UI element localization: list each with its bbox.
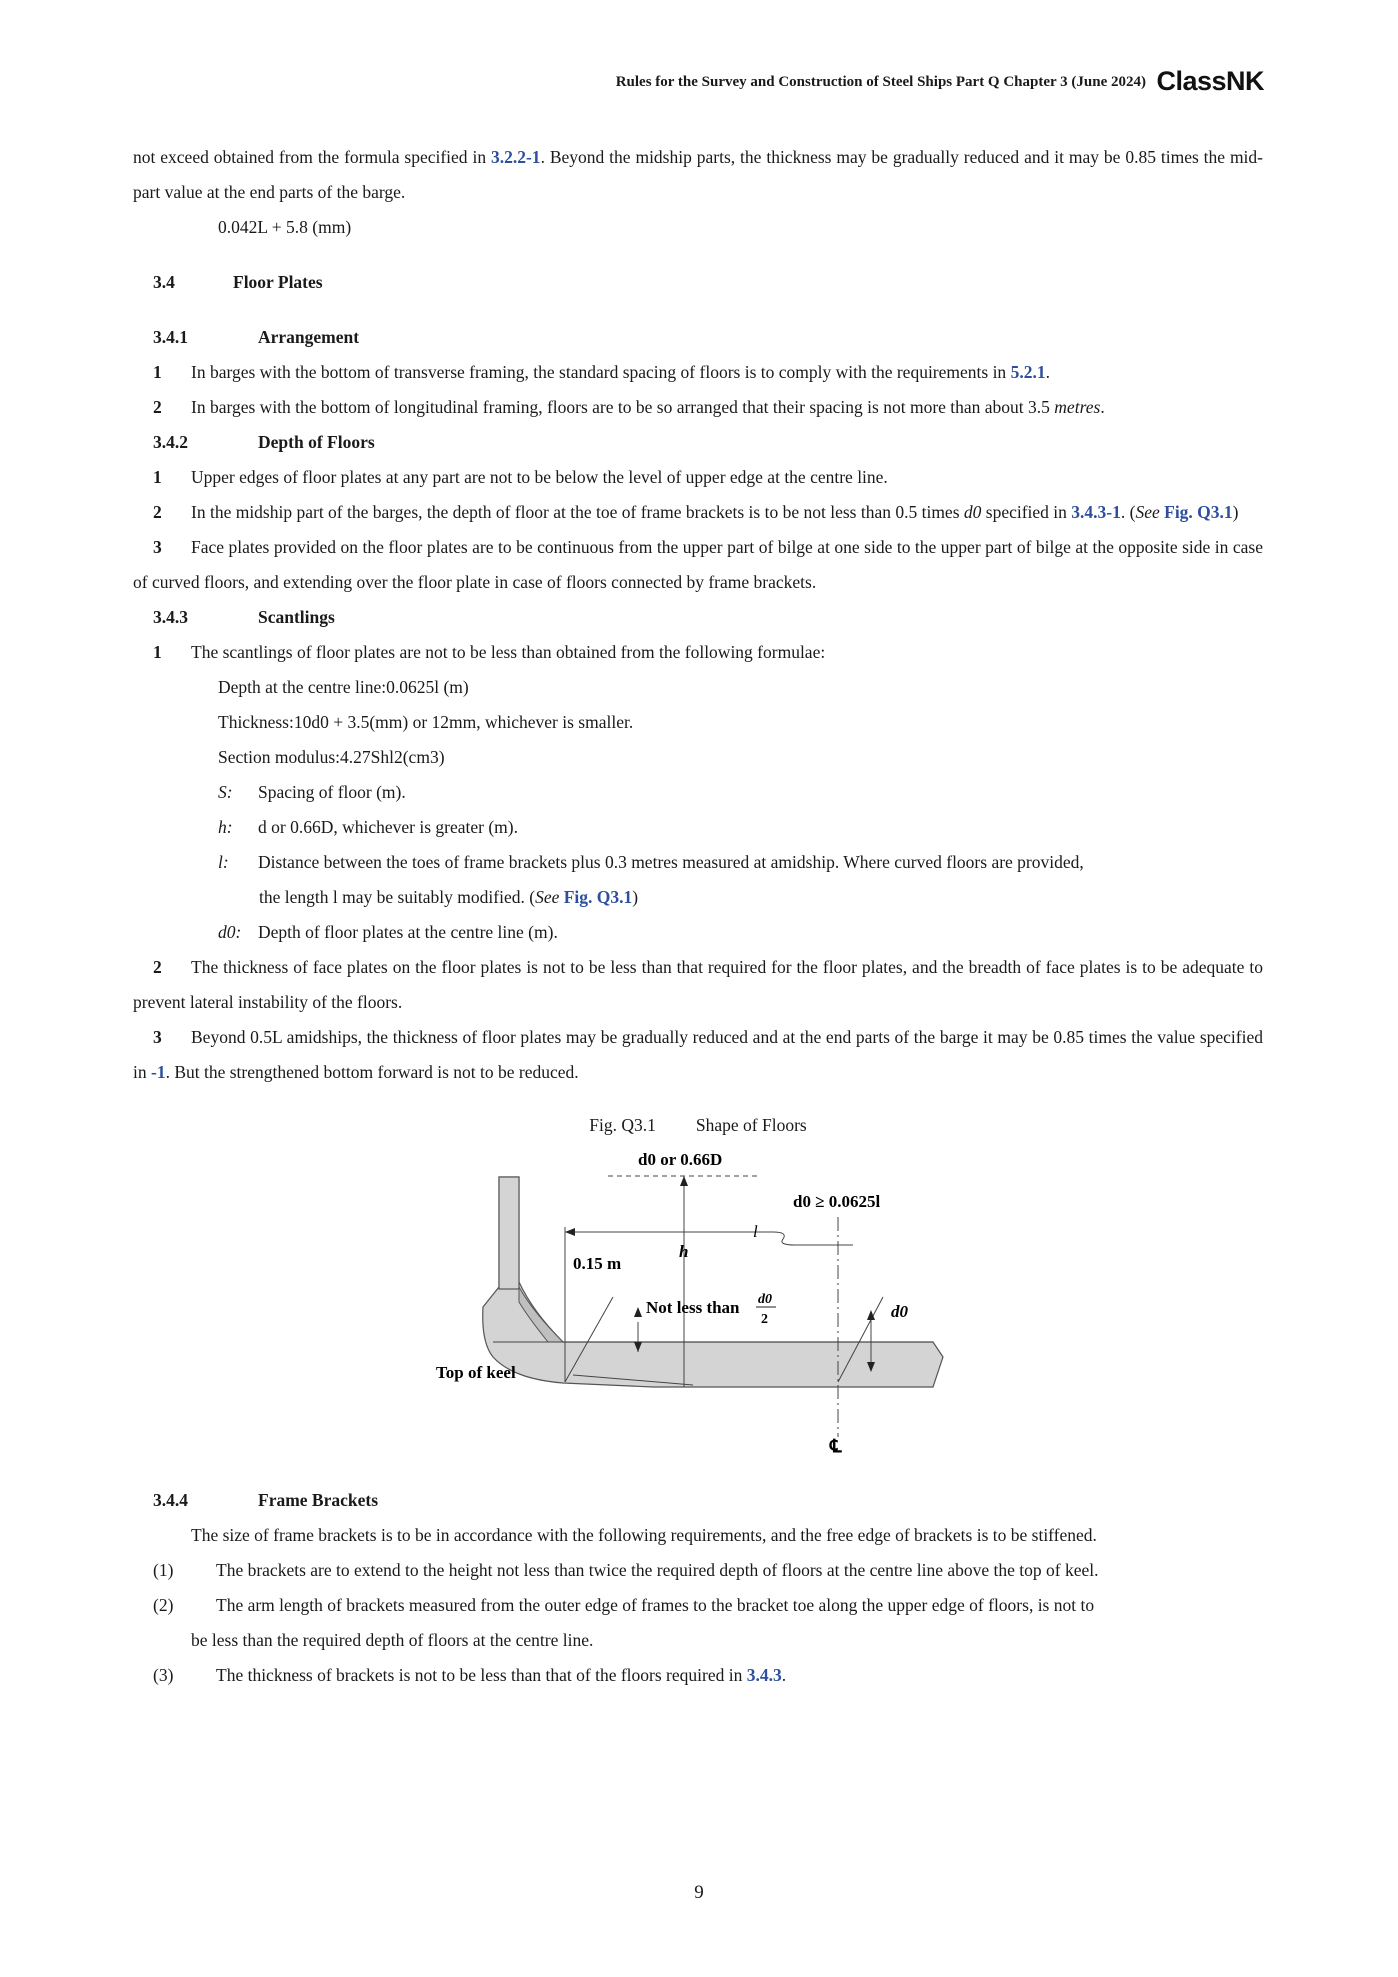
figure-caption bbox=[133, 1108, 1263, 1143]
list-text: The thickness of brackets is not to be less than that of the floors required in bbox=[216, 1665, 747, 1685]
label-015m: 0.15 m bbox=[573, 1254, 622, 1273]
definition-s bbox=[133, 775, 1263, 810]
def-symbol: S: bbox=[218, 782, 233, 802]
ref-link-3-4-3-1[interactable]: 3.4.3-1 bbox=[1071, 502, 1121, 522]
para-text: In the midship part of the barges, the depth of floor at the toe of frame brackets is to be not less than 0.5 times bbox=[191, 502, 964, 522]
floor-diagram bbox=[133, 1147, 1263, 1477]
def-symbol: h: bbox=[218, 817, 233, 837]
page-header bbox=[0, 66, 1264, 98]
def-text: Distance between the toes of frame brackets plus 0.3 metres measured at amidship. Where curved floors are provided, bbox=[258, 852, 1084, 872]
list-label: (2) bbox=[153, 1595, 174, 1615]
para-text-3: . ( bbox=[1120, 502, 1136, 522]
arrowhead-icon bbox=[565, 1228, 575, 1236]
list-label: (3) bbox=[153, 1665, 174, 1685]
classnk-logo: ClassNK bbox=[1156, 66, 1264, 96]
list-item-3 bbox=[133, 1658, 1263, 1693]
para-number: 1 bbox=[153, 467, 162, 487]
para-text: In barges with the bottom of longitudinal framing, floors are to be so arranged that their spacing is not more than about 3.5 bbox=[191, 397, 1055, 417]
label-frac-num: d0 bbox=[758, 1292, 772, 1307]
ref-link-5-2-1[interactable]: 5.2.1 bbox=[1010, 362, 1046, 382]
formula-thickness: 0.042L + 5.8 (mm) bbox=[218, 217, 352, 237]
para-3-4-2-2 bbox=[133, 495, 1263, 530]
para-3-4-1-2 bbox=[133, 390, 1263, 425]
para-3-4-3-2 bbox=[133, 950, 1263, 1020]
formula-thickness-floor: Thickness:10d0 + 3.5(mm) or 12mm, whichever is smaller. bbox=[218, 712, 634, 732]
subsection-3-4-4-heading bbox=[133, 1483, 1263, 1518]
definition-d0 bbox=[133, 915, 1263, 950]
label-top-of-keel: Top of keel bbox=[436, 1363, 516, 1382]
label-d0-or-066d: d0 or 0.66D bbox=[638, 1150, 723, 1169]
symbol-d0: d0 bbox=[963, 502, 982, 522]
centreline-icon: ℄ bbox=[830, 1436, 842, 1456]
subsection-3-4-2-heading bbox=[133, 425, 1263, 460]
section-number: 3.4 bbox=[153, 272, 175, 292]
subsection-title: Frame Brackets bbox=[258, 1490, 379, 1510]
para-number: 2 bbox=[153, 957, 162, 977]
definition-l-cont bbox=[133, 880, 1263, 915]
formula-section-modulus: Section modulus:4.27Shl2(cm3) bbox=[218, 747, 445, 767]
subsection-title: Scantlings bbox=[258, 607, 335, 627]
para-close: ) bbox=[1232, 502, 1239, 522]
figure-title: Shape of Floors bbox=[695, 1115, 807, 1135]
arrowhead-icon bbox=[634, 1307, 642, 1317]
subsection-number: 3.4.4 bbox=[153, 1490, 188, 1510]
para-3-4-3-3 bbox=[133, 1020, 1263, 1090]
def-text: the length l may be suitably modified. ( bbox=[259, 887, 536, 907]
ref-link-3-2-2-1[interactable]: 3.2.2-1 bbox=[490, 147, 541, 167]
def-close: ) bbox=[632, 887, 639, 907]
para-number: 1 bbox=[153, 642, 162, 662]
list-item-1 bbox=[133, 1553, 1263, 1588]
para-unit: metres bbox=[1054, 397, 1101, 417]
para-text: Upper edges of floor plates at any part are not to be below the level of upper edge at the centre line. bbox=[191, 467, 888, 487]
l-break-line bbox=[773, 1232, 833, 1245]
list-text: The brackets are to extend to the height not less than twice the required depth of floors at the centre line above the top of keel. bbox=[216, 1560, 1099, 1580]
para-number: 3 bbox=[153, 537, 162, 557]
intro-text-2: . Beyond the midship parts, the thickness may be gradually reduced and it may be 0.85 times the mid-part value at the end parts of the barge. bbox=[133, 147, 1264, 202]
section-title: Floor Plates bbox=[233, 272, 323, 292]
label-frac-den: 2 bbox=[761, 1312, 768, 1327]
label-not-less-than: Not less than bbox=[646, 1298, 740, 1317]
para-number: 3 bbox=[153, 1027, 162, 1047]
subsection-3-4-3-heading bbox=[133, 600, 1263, 635]
para-number: 1 bbox=[153, 362, 162, 382]
subsection-title: Depth of Floors bbox=[258, 432, 375, 452]
list-item-2 bbox=[133, 1588, 1263, 1623]
para-3-4-1-1 bbox=[133, 355, 1263, 390]
page-number: 9 bbox=[694, 1882, 704, 1903]
subsection-number: 3.4.2 bbox=[153, 432, 188, 452]
frame-plate bbox=[499, 1177, 519, 1289]
label-d0-ge: d0 ≥ 0.0625l bbox=[793, 1192, 881, 1211]
arrowhead-icon bbox=[680, 1176, 688, 1186]
list-end: . bbox=[781, 1665, 787, 1685]
para-end: . bbox=[1100, 397, 1105, 417]
para-text: Face plates provided on the floor plates are to be continuous from the upper part of bilge at one side to the upper part of bilge at the opposite side in case of curved floors, and extending over the floor plate in case of floors connected by frame brackets. bbox=[133, 537, 1263, 592]
intro-paragraph bbox=[133, 140, 1263, 210]
section-heading bbox=[133, 265, 1263, 300]
list-text: The arm length of brackets measured from the outer edge of frames to the bracket toe along the upper edge of floors, is not to bbox=[216, 1595, 1095, 1615]
para-text: The scantlings of floor plates are not to be less than obtained from the following formulae: bbox=[191, 642, 826, 662]
label-l: l bbox=[753, 1222, 758, 1241]
para-number: 2 bbox=[153, 397, 162, 417]
def-text: d or 0.66D, whichever is greater (m). bbox=[258, 817, 518, 837]
def-text: Spacing of floor (m). bbox=[258, 782, 406, 802]
subsection-number: 3.4.3 bbox=[153, 607, 188, 627]
ref-link-3-4-3[interactable]: 3.4.3 bbox=[746, 1665, 782, 1685]
def-text: Depth of floor plates at the centre line (m). bbox=[258, 922, 558, 942]
para-end: . bbox=[1045, 362, 1050, 382]
subsection-title: Arrangement bbox=[258, 327, 360, 347]
para-end: . But the strengthened bottom forward is not to be reduced. bbox=[165, 1062, 579, 1082]
definition-h bbox=[133, 810, 1263, 845]
formula-depth: Depth at the centre line:0.0625l (m) bbox=[218, 677, 469, 697]
ref-link-fig-q3-1[interactable]: Fig. Q3.1 bbox=[563, 887, 633, 907]
see-text: See bbox=[535, 887, 560, 907]
header-title: Rules for the Survey and Construction of Steel Ships Part Q Chapter 3 (June 2024) bbox=[615, 74, 1146, 90]
para-3-4-3-1 bbox=[133, 635, 1263, 670]
figure-shape-of-floors bbox=[133, 1147, 1263, 1477]
para-text: Beyond 0.5L amidships, the thickness of floor plates may be gradually reduced and at the end parts of the barge it may be 0.85 times the value specified in bbox=[133, 1027, 1263, 1082]
para-text-2: specified in bbox=[981, 502, 1072, 522]
subsection-number: 3.4.1 bbox=[153, 327, 188, 347]
label-h: h bbox=[679, 1242, 689, 1261]
intro-text: not exceed obtained from the formula specified in bbox=[133, 147, 491, 167]
def-symbol: l: bbox=[218, 852, 229, 872]
para-text: In barges with the bottom of transverse framing, the standard spacing of floors is to comply with the requirements in bbox=[191, 362, 1011, 382]
figure-label: Fig. Q3.1 bbox=[589, 1115, 656, 1135]
definition-l bbox=[133, 845, 1263, 880]
label-d0-right: d0 bbox=[891, 1302, 908, 1321]
list-item-2-cont: be less than the required depth of floors at the centre line. bbox=[191, 1630, 594, 1650]
para-text: The thickness of face plates on the floor plates is not to be less than that required for the floor plates, and the breadth of face plates is to be adequate to prevent lateral instability of the floors. bbox=[133, 957, 1263, 1012]
see-text: See bbox=[1135, 502, 1160, 522]
para-3-4-4-intro: The size of frame brackets is to be in accordance with the following requirements, and the free edge of brackets is to be stiffened. bbox=[191, 1525, 1097, 1545]
ref-link-fig-q3-1[interactable]: Fig. Q3.1 bbox=[1164, 502, 1233, 522]
para-3-4-2-3 bbox=[133, 530, 1263, 600]
def-symbol: d0: bbox=[218, 922, 242, 942]
para-number: 2 bbox=[153, 502, 162, 522]
subsection-3-4-1-heading bbox=[133, 320, 1263, 355]
ref-link-minus-1[interactable]: -1 bbox=[151, 1062, 166, 1082]
para-3-4-2-1 bbox=[133, 460, 1263, 495]
list-label: (1) bbox=[153, 1560, 174, 1580]
document-body bbox=[133, 140, 1263, 1693]
